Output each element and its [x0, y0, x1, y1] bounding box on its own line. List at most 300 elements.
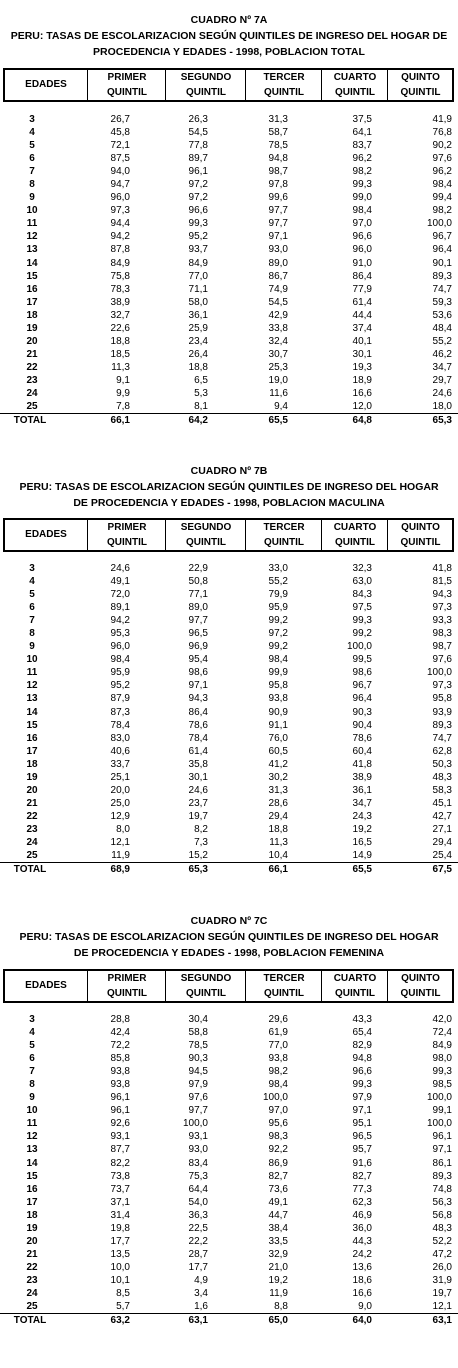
- table-row: [0, 1143, 458, 1156]
- header-edades: EDADES: [25, 79, 67, 90]
- rate-cell: 62,3: [352, 1196, 372, 1208]
- rate-cell: 48,3: [432, 771, 452, 783]
- table-row: [0, 745, 458, 758]
- total-cell: 66,1: [110, 415, 130, 427]
- rate-cell: 58,8: [188, 1027, 208, 1039]
- header-quinto-quintil: QUINTO QUINTIL: [387, 971, 453, 1001]
- rate-cell: 86,4: [352, 270, 372, 282]
- table-header: [3, 969, 454, 1003]
- rate-cell: 11,3: [269, 836, 288, 848]
- rate-cell: 19,3: [352, 361, 372, 373]
- rate-cell: 95,2: [110, 680, 130, 692]
- rate-cell: 24,6: [432, 387, 452, 399]
- age-cell: 5: [29, 1040, 35, 1052]
- total-row: [0, 414, 458, 427]
- rate-cell: 29,4: [268, 810, 288, 822]
- table-row: [0, 1026, 458, 1039]
- rate-cell: 73,8: [110, 1170, 130, 1182]
- table-row: [0, 296, 458, 309]
- rate-cell: 74,7: [432, 283, 452, 295]
- age-cell: 23: [26, 823, 38, 835]
- rate-cell: 26,7: [110, 114, 130, 125]
- age-cell: 20: [26, 784, 38, 796]
- table-row: [0, 1078, 458, 1091]
- rate-cell: 30,4: [188, 1014, 208, 1025]
- table-row: [0, 784, 458, 797]
- rate-cell: 27,1: [432, 823, 452, 835]
- rate-cell: 30,1: [188, 771, 208, 783]
- rate-cell: 87,8: [110, 244, 130, 256]
- age-cell: 5: [29, 140, 35, 152]
- table-subtitle: DE PROCEDENCIA Y EDADES - 1998, POBLACION FEMENINA: [73, 947, 385, 959]
- rate-cell: 55,2: [432, 335, 452, 347]
- rate-cell: 8,2: [194, 823, 208, 835]
- rate-cell: 35,8: [188, 758, 208, 770]
- rate-cell: 87,3: [110, 706, 130, 718]
- rate-cell: 100,0: [426, 667, 452, 679]
- rate-cell: 29,4: [432, 836, 452, 848]
- rate-cell: 98,4: [432, 179, 452, 191]
- table-row: [0, 1091, 458, 1104]
- rate-cell: 96,5: [352, 1131, 372, 1143]
- rate-cell: 36,1: [352, 784, 372, 796]
- table-row: [0, 732, 458, 745]
- rate-cell: 96,9: [188, 641, 208, 653]
- rate-cell: 93,3: [432, 615, 452, 627]
- age-cell: 4: [29, 127, 35, 139]
- rate-cell: 50,8: [188, 576, 208, 588]
- rate-cell: 73,6: [268, 1183, 288, 1195]
- rate-cell: 22,6: [110, 322, 130, 334]
- total-cell: 66,1: [268, 864, 288, 876]
- rate-cell: 97,9: [188, 1079, 208, 1091]
- rate-cell: 45,1: [432, 797, 452, 809]
- rate-cell: 97,2: [188, 179, 208, 191]
- age-cell: 5: [29, 589, 35, 601]
- rate-cell: 46,9: [352, 1209, 372, 1221]
- rate-cell: 4,9: [194, 1274, 208, 1286]
- rate-cell: 72,2: [110, 1040, 130, 1052]
- rate-cell: 7,3: [194, 836, 208, 848]
- table-row: [0, 217, 458, 230]
- rate-cell: 16,6: [352, 387, 372, 399]
- table-row: [0, 771, 458, 784]
- table-row: [0, 1196, 458, 1209]
- rate-cell: 93,1: [110, 1131, 130, 1143]
- rate-cell: 45,8: [110, 127, 130, 139]
- table-row: [0, 335, 458, 348]
- table-row: [0, 1274, 458, 1287]
- rate-cell: 99,4: [432, 192, 452, 204]
- rate-cell: 97,7: [268, 205, 288, 217]
- rate-cell: 97,3: [110, 205, 130, 217]
- age-cell: 17: [26, 296, 38, 308]
- table-row: [0, 387, 458, 400]
- age-cell: 20: [26, 335, 38, 347]
- age-cell: 17: [26, 745, 38, 757]
- rate-cell: 31,3: [268, 114, 288, 125]
- rate-cell: 93,8: [268, 693, 288, 705]
- rate-cell: 62,8: [432, 745, 452, 757]
- table-row: [0, 1065, 458, 1078]
- age-cell: 6: [29, 1053, 35, 1065]
- rate-cell: 89,3: [432, 270, 452, 282]
- table-row: [0, 588, 458, 601]
- rate-cell: 74,9: [268, 283, 288, 295]
- rate-cell: 78,4: [110, 719, 130, 731]
- rate-cell: 46,2: [432, 348, 452, 360]
- rate-cell: 18,0: [432, 401, 452, 413]
- age-cell: 7: [29, 615, 35, 627]
- rate-cell: 32,9: [268, 1248, 288, 1260]
- age-cell: 4: [29, 576, 35, 588]
- age-cell: 9: [29, 641, 35, 653]
- table-row: [0, 113, 458, 126]
- rate-cell: 1,6: [194, 1301, 208, 1313]
- table-row: [0, 1157, 458, 1170]
- rate-cell: 93,9: [432, 706, 452, 718]
- rate-cell: 96,2: [432, 166, 452, 178]
- rate-cell: 90,2: [432, 140, 452, 152]
- rate-cell: 91,0: [352, 257, 372, 269]
- rate-cell: 86,4: [188, 706, 208, 718]
- age-cell: 15: [26, 1170, 38, 1182]
- rate-cell: 96,1: [432, 1131, 452, 1143]
- age-cell: 21: [26, 1248, 38, 1260]
- rate-cell: 78,6: [352, 732, 372, 744]
- rate-cell: 26,0: [432, 1261, 452, 1273]
- rate-cell: 97,1: [432, 1144, 452, 1156]
- age-cell: 23: [26, 374, 38, 386]
- rate-cell: 96,7: [432, 231, 452, 243]
- rate-cell: 94,4: [110, 218, 130, 230]
- table-row: [0, 627, 458, 640]
- rate-cell: 99,3: [352, 179, 372, 191]
- rate-cell: 82,7: [268, 1170, 288, 1182]
- rate-cell: 36,0: [352, 1222, 372, 1234]
- rate-cell: 60,4: [352, 745, 372, 757]
- rate-cell: 96,1: [110, 1105, 130, 1117]
- age-cell: 12: [26, 231, 38, 243]
- rate-cell: 21,0: [268, 1261, 288, 1273]
- age-cell: 8: [29, 179, 35, 191]
- header-primer-quintil: PRIMER QUINTIL: [87, 520, 166, 550]
- rate-cell: 10,1: [110, 1274, 130, 1286]
- age-cell: 14: [26, 706, 38, 718]
- rate-cell: 17,7: [110, 1235, 130, 1247]
- age-cell: 16: [26, 732, 38, 744]
- rate-cell: 56,8: [432, 1209, 452, 1221]
- rate-cell: 97,5: [352, 602, 372, 614]
- table-row: [0, 1183, 458, 1196]
- age-cell: 16: [26, 283, 38, 295]
- rate-cell: 96,7: [352, 680, 372, 692]
- table-row: [0, 1248, 458, 1261]
- rate-cell: 97,8: [268, 179, 288, 191]
- total-cell: 65,3: [432, 415, 452, 427]
- rate-cell: 13,6: [352, 1261, 372, 1273]
- rate-cell: 75,3: [188, 1170, 208, 1182]
- table-header: [3, 518, 454, 552]
- rate-cell: 94,5: [188, 1066, 208, 1078]
- rate-cell: 98,4: [268, 1079, 288, 1091]
- rate-cell: 11,9: [111, 850, 130, 862]
- rate-cell: 8,8: [274, 1301, 288, 1313]
- rate-cell: 98,5: [432, 1079, 452, 1091]
- age-cell: 18: [26, 758, 38, 770]
- rate-cell: 100,0: [426, 1092, 452, 1104]
- rate-cell: 11,3: [111, 361, 130, 373]
- rate-cell: 100,0: [262, 1092, 288, 1104]
- age-cell: 6: [29, 602, 35, 614]
- rate-cell: 37,4: [352, 322, 372, 334]
- rate-cell: 92,2: [268, 1144, 288, 1156]
- rate-cell: 24,3: [352, 810, 372, 822]
- rate-cell: 58,3: [432, 784, 452, 796]
- table-row: [0, 1130, 458, 1143]
- age-cell: 24: [26, 1287, 38, 1299]
- table-header: [3, 68, 454, 102]
- rate-cell: 54,5: [188, 127, 208, 139]
- table-row: [0, 719, 458, 732]
- rate-cell: 100,0: [182, 1118, 208, 1130]
- age-cell: 3: [29, 114, 35, 125]
- age-cell: 8: [29, 628, 35, 640]
- rate-cell: 18,8: [110, 335, 130, 347]
- rate-cell: 9,9: [116, 387, 130, 399]
- rate-cell: 61,4: [188, 745, 208, 757]
- rate-cell: 85,8: [110, 1053, 130, 1065]
- rate-cell: 10,0: [110, 1261, 130, 1273]
- rate-cell: 94,7: [110, 179, 130, 191]
- rate-cell: 89,3: [432, 1170, 452, 1182]
- table-row: [0, 575, 458, 588]
- rate-cell: 86,7: [268, 270, 288, 282]
- rate-cell: 47,2: [432, 1248, 452, 1260]
- rate-cell: 82,2: [110, 1157, 130, 1169]
- age-cell: 9: [29, 1092, 35, 1104]
- rate-cell: 96,4: [432, 244, 452, 256]
- rate-cell: 93,1: [188, 1131, 208, 1143]
- age-cell: 11: [26, 218, 38, 230]
- rate-cell: 95,7: [352, 1144, 372, 1156]
- rate-cell: 99,2: [268, 615, 288, 627]
- table-section-7a: [0, 12, 458, 60]
- header-quinto-quintil: QUINTO QUINTIL: [387, 520, 453, 550]
- rate-cell: 30,1: [352, 348, 372, 360]
- rate-cell: 78,3: [110, 283, 130, 295]
- rate-cell: 41,9: [432, 114, 452, 125]
- rate-cell: 97,1: [188, 680, 208, 692]
- table-row: [0, 191, 458, 204]
- rate-cell: 61,9: [268, 1027, 288, 1039]
- table-row: [0, 823, 458, 836]
- rate-cell: 65,4: [352, 1027, 372, 1039]
- rate-cell: 24,6: [110, 563, 130, 574]
- age-cell: 20: [26, 1235, 38, 1247]
- rate-cell: 49,1: [110, 576, 130, 588]
- rate-cell: 97,7: [188, 1105, 208, 1117]
- rate-cell: 25,4: [432, 850, 452, 862]
- total-cell: 65,3: [188, 864, 208, 876]
- table-row: [0, 374, 458, 387]
- rate-cell: 98,2: [268, 1066, 288, 1078]
- rate-cell: 41,8: [432, 563, 452, 574]
- table-row: [0, 797, 458, 810]
- rate-cell: 28,6: [268, 797, 288, 809]
- table-section-7c: [0, 913, 458, 961]
- total-cell: 63,1: [432, 1315, 452, 1327]
- table-row: [0, 230, 458, 243]
- table-row: [0, 849, 458, 862]
- table-title: CUADRO Nº 7B: [190, 465, 268, 477]
- rate-cell: 93,8: [268, 1053, 288, 1065]
- table-row: [0, 348, 458, 361]
- rate-cell: 84,9: [432, 1040, 452, 1052]
- rate-cell: 59,3: [432, 296, 452, 308]
- rate-cell: 22,5: [188, 1222, 208, 1234]
- table-subtitle: PERU: TASAS DE ESCOLARIZACION SEGÚN QUINTILES DE INGRESO DEL HOGAR: [19, 931, 439, 943]
- rate-cell: 100,0: [426, 218, 452, 230]
- age-cell: 12: [26, 1131, 38, 1143]
- table-body: [0, 113, 458, 427]
- rate-cell: 25,9: [188, 322, 208, 334]
- rate-cell: 44,7: [268, 1209, 288, 1221]
- rate-cell: 86,1: [432, 1157, 452, 1169]
- rate-cell: 63,0: [352, 576, 372, 588]
- rate-cell: 30,2: [268, 771, 288, 783]
- total-cell: 63,1: [188, 1315, 208, 1327]
- rate-cell: 89,3: [432, 719, 452, 731]
- total-cell: 68,9: [110, 864, 130, 876]
- rate-cell: 72,1: [110, 140, 130, 152]
- total-row: [0, 863, 458, 876]
- rate-cell: 90,9: [268, 706, 288, 718]
- rate-cell: 19,7: [432, 1287, 452, 1299]
- rate-cell: 12,0: [352, 401, 372, 413]
- rate-cell: 96,0: [352, 244, 372, 256]
- rate-cell: 98,2: [352, 166, 372, 178]
- rate-cell: 98,2: [432, 205, 452, 217]
- rate-cell: 90,3: [188, 1053, 208, 1065]
- rate-cell: 8,1: [194, 401, 208, 413]
- rate-cell: 23,4: [188, 335, 208, 347]
- rate-cell: 29,6: [268, 1014, 288, 1025]
- rate-cell: 54,5: [268, 296, 288, 308]
- age-cell: 25: [26, 401, 38, 413]
- rate-cell: 12,1: [432, 1301, 452, 1313]
- rate-cell: 96,1: [110, 1092, 130, 1104]
- rate-cell: 9,0: [358, 1301, 372, 1313]
- rate-cell: 99,3: [352, 1079, 372, 1091]
- rate-cell: 26,4: [188, 348, 208, 360]
- rate-cell: 44,4: [352, 309, 372, 321]
- rate-cell: 5,3: [194, 387, 208, 399]
- rate-cell: 98,4: [110, 654, 130, 666]
- rate-cell: 18,5: [110, 348, 130, 360]
- rate-cell: 32,4: [268, 335, 288, 347]
- header-cuarto-quintil: CUARTO QUINTIL: [321, 520, 388, 550]
- rate-cell: 99,9: [268, 667, 288, 679]
- age-cell: 11: [26, 667, 38, 679]
- rate-cell: 96,6: [188, 205, 208, 217]
- rate-cell: 37,5: [352, 114, 372, 125]
- rate-cell: 89,7: [188, 153, 208, 165]
- rate-cell: 53,6: [432, 309, 452, 321]
- rate-cell: 31,4: [110, 1209, 130, 1221]
- header-tercer-quintil: TERCER QUINTIL: [245, 70, 322, 100]
- rate-cell: 3,4: [194, 1287, 208, 1299]
- rate-cell: 44,3: [352, 1235, 372, 1247]
- total-row: [0, 1314, 458, 1327]
- rate-cell: 89,0: [268, 257, 288, 269]
- rate-cell: 83,7: [352, 140, 372, 152]
- rate-cell: 18,6: [352, 1274, 372, 1286]
- age-cell: 12: [26, 680, 38, 692]
- rate-cell: 12,1: [110, 836, 130, 848]
- rate-cell: 40,1: [352, 335, 372, 347]
- table-row: [0, 653, 458, 666]
- rate-cell: 91,1: [268, 719, 288, 731]
- total-cell: 64,0: [352, 1315, 372, 1327]
- rate-cell: 56,3: [432, 1196, 452, 1208]
- rate-cell: 96,4: [352, 693, 372, 705]
- rate-cell: 34,7: [432, 361, 452, 373]
- table-row: [0, 758, 458, 771]
- rate-cell: 96,0: [110, 641, 130, 653]
- rate-cell: 89,1: [110, 602, 130, 614]
- rate-cell: 93,7: [188, 244, 208, 256]
- rate-cell: 8,0: [116, 823, 130, 835]
- age-cell: 17: [26, 1196, 38, 1208]
- table-row: [0, 666, 458, 679]
- rate-cell: 75,8: [110, 270, 130, 282]
- rate-cell: 97,2: [268, 628, 288, 640]
- rate-cell: 86,9: [268, 1157, 288, 1169]
- table-row: [0, 1209, 458, 1222]
- rate-cell: 42,4: [110, 1027, 130, 1039]
- rate-cell: 32,3: [352, 563, 372, 574]
- rate-cell: 77,0: [188, 270, 208, 282]
- rate-cell: 97,3: [432, 602, 452, 614]
- rate-cell: 98,4: [352, 205, 372, 217]
- rate-cell: 90,3: [352, 706, 372, 718]
- table-row: [0, 1013, 458, 1026]
- rate-cell: 78,4: [188, 732, 208, 744]
- header-cuarto-quintil: CUARTO QUINTIL: [321, 971, 388, 1001]
- rate-cell: 76,0: [268, 732, 288, 744]
- rate-cell: 78,6: [188, 719, 208, 731]
- rate-cell: 97,6: [432, 153, 452, 165]
- age-cell: 24: [26, 836, 38, 848]
- table-title: CUADRO Nº 7A: [190, 14, 268, 26]
- age-cell: 3: [29, 563, 35, 574]
- rate-cell: 99,3: [352, 615, 372, 627]
- rate-cell: 84,9: [188, 257, 208, 269]
- rate-cell: 96,6: [352, 231, 372, 243]
- table-row: [0, 692, 458, 705]
- rate-cell: 98,0: [432, 1053, 452, 1065]
- rate-cell: 76,8: [432, 127, 452, 139]
- rate-cell: 25,1: [110, 771, 130, 783]
- rate-cell: 95,4: [188, 654, 208, 666]
- total-label: TOTAL: [13, 864, 47, 876]
- table-row: [0, 204, 458, 217]
- age-cell: 15: [26, 270, 38, 282]
- rate-cell: 32,7: [110, 309, 130, 321]
- rate-cell: 99,0: [352, 192, 372, 204]
- rate-cell: 25,0: [110, 797, 130, 809]
